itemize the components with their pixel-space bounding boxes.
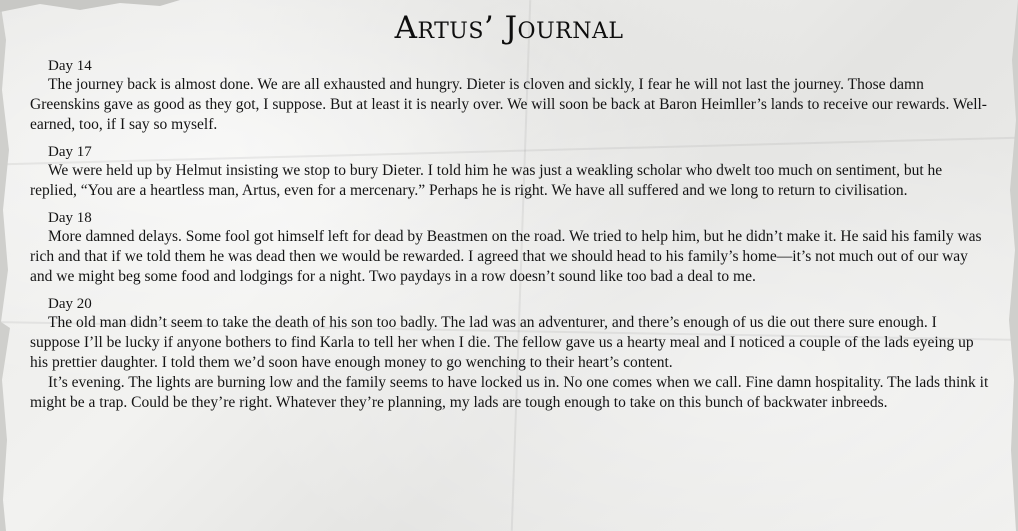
- journal-entry-day-14: [30, 58, 990, 135]
- journal-entry-day-20: [30, 296, 990, 413]
- entry-day-label: Day 17: [48, 144, 92, 160]
- page-title: Artus’ Journal: [394, 10, 624, 46]
- entry-paragraph: The old man didn’t seem to take the death of his son too badly. The lad was an adventurer, and there’s enough of us die out there sure enough. I suppose I’ll be lucky if anyone bothers to find Karla to tell her when I die. The fellow gave us a hearty meal and I noticed a couple of the lads eyeing up his prettier daughter. I told them we’d soon have enough money to go wenching to their heart’s content.: [30, 314, 974, 371]
- torn-edge-left: [0, 0, 14, 531]
- entry-paragraph: The journey back is almost done. We are all exhausted and hungry. Dieter is cloven and sickly, I fear he will not last the journey. Those damn Greenskins gave as good as they got, I suppose. But at least it is nearly over. We will soon be back at Baron Heimller’s lands to receive our rewards. Well-earned, too, if I say so myself.: [30, 76, 987, 133]
- entry-paragraph: More damned delays. Some fool got himself left for dead by Beastmen on the road. We tried to help him, but he didn’t make it. He said his family was rich and that if we told them he was dead then we would be rewarded. I agreed that we should head to his family’s home—it’s not much out of our way and we might beg some food and lodgings for a night. Two paydays in a row doesn’t sound like too bad a deal to me.: [30, 228, 982, 285]
- entry-day-label: Day 14: [48, 58, 92, 74]
- journal-entry-day-17: [30, 144, 990, 201]
- entry-paragraph: We were held up by Helmut insisting we stop to bury Dieter. I told him he was just a weakling scholar who dwelt too much on sentiment, but he replied, “You are a heartless man, Artus, even for a mercenary.” Perhaps he is right. We have all suffered and we long to return to civilisation.: [30, 162, 943, 199]
- entry-paragraph: It’s evening. The lights are burning low and the family seems to have locked us in. No one comes when we call. Fine damn hospitality. The lads think it might be a trap. Could be they’re right. Whatever they’re planning, my lads are tough enough to take on this bunch of backwater inbreeds.: [30, 374, 989, 411]
- entry-day-label: Day 18: [48, 210, 92, 226]
- entry-day-label: Day 20: [48, 296, 92, 312]
- journal-entry-day-18: [30, 210, 990, 287]
- journal-entries: [30, 58, 990, 422]
- torn-edge-right: [1004, 0, 1018, 531]
